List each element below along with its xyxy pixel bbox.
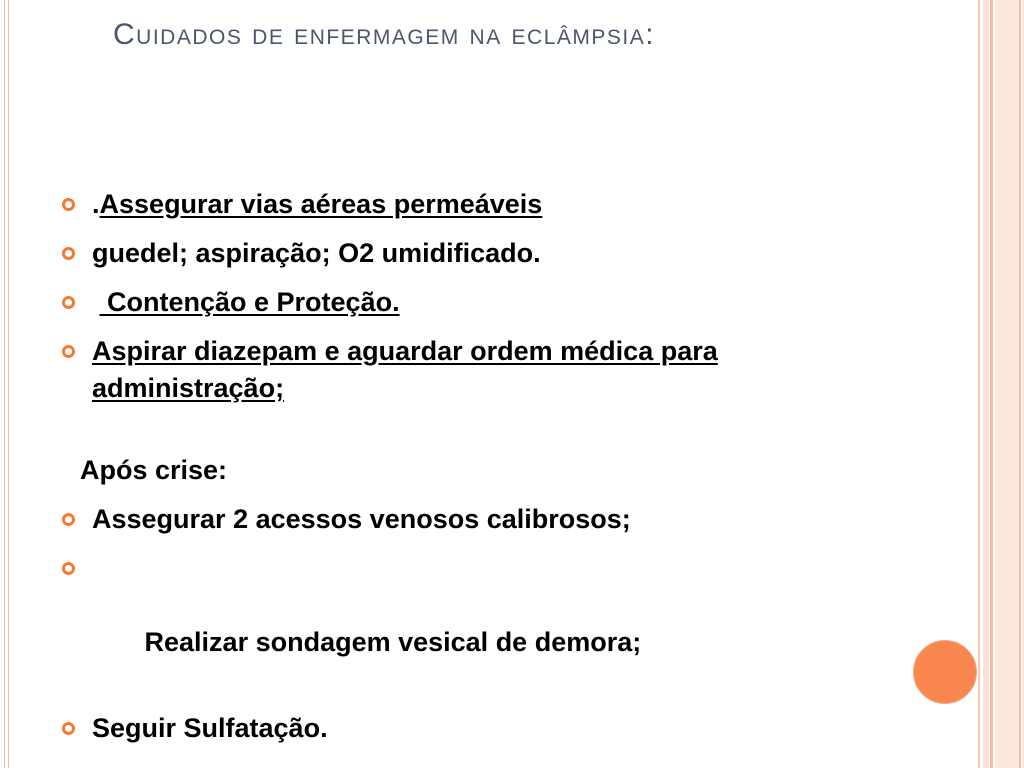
item-text: Aspirar diazepam e aguardar ordem médica para administração; — [92, 336, 718, 403]
bullet-icon — [62, 296, 75, 309]
right-decorative-stripe — [990, 0, 993, 768]
item-text: Assegurar 2 acessos venosos calibrosos; — [92, 504, 631, 534]
right-decorative-stripe — [983, 0, 989, 768]
bullet-icon — [62, 722, 75, 735]
list-item — [62, 501, 882, 538]
slide-title: Cuidados de enfermagem na eclâmpsia: — [113, 18, 656, 51]
spacer — [62, 419, 882, 452]
list-item — [62, 284, 882, 321]
list-item — [62, 186, 882, 223]
item-text: Assegurar vias aéreas permeáveis — [99, 189, 543, 219]
right-decorative-stripe — [995, 0, 1019, 768]
list-item — [62, 710, 882, 747]
bullet-icon — [62, 247, 75, 260]
right-decorative-stripe — [1019, 0, 1021, 768]
item-text: guedel; aspiração; O2 umidificado. — [92, 238, 541, 268]
bullet-list — [62, 186, 882, 759]
bullet-icon — [62, 345, 75, 358]
decorative-circle — [913, 640, 977, 704]
list-item — [62, 235, 882, 272]
list-item — [62, 333, 812, 407]
item-prefix: . — [92, 189, 100, 219]
subheading-text: Após crise: — [80, 455, 228, 485]
left-decorative-line — [4, 0, 5, 768]
left-decorative-line — [8, 0, 9, 768]
bullet-icon — [62, 513, 75, 526]
list-item — [62, 550, 882, 698]
item-text: Realizar sondagem vesical de demora; — [137, 627, 642, 657]
subheading — [62, 452, 882, 489]
item-text: Seguir Sulfatação. — [92, 713, 328, 743]
bullet-icon — [62, 562, 75, 575]
bullet-icon — [62, 198, 75, 211]
item-text: Contenção e Proteção. — [99, 287, 400, 317]
right-decorative-stripe — [978, 0, 980, 768]
item-text — [92, 287, 100, 317]
